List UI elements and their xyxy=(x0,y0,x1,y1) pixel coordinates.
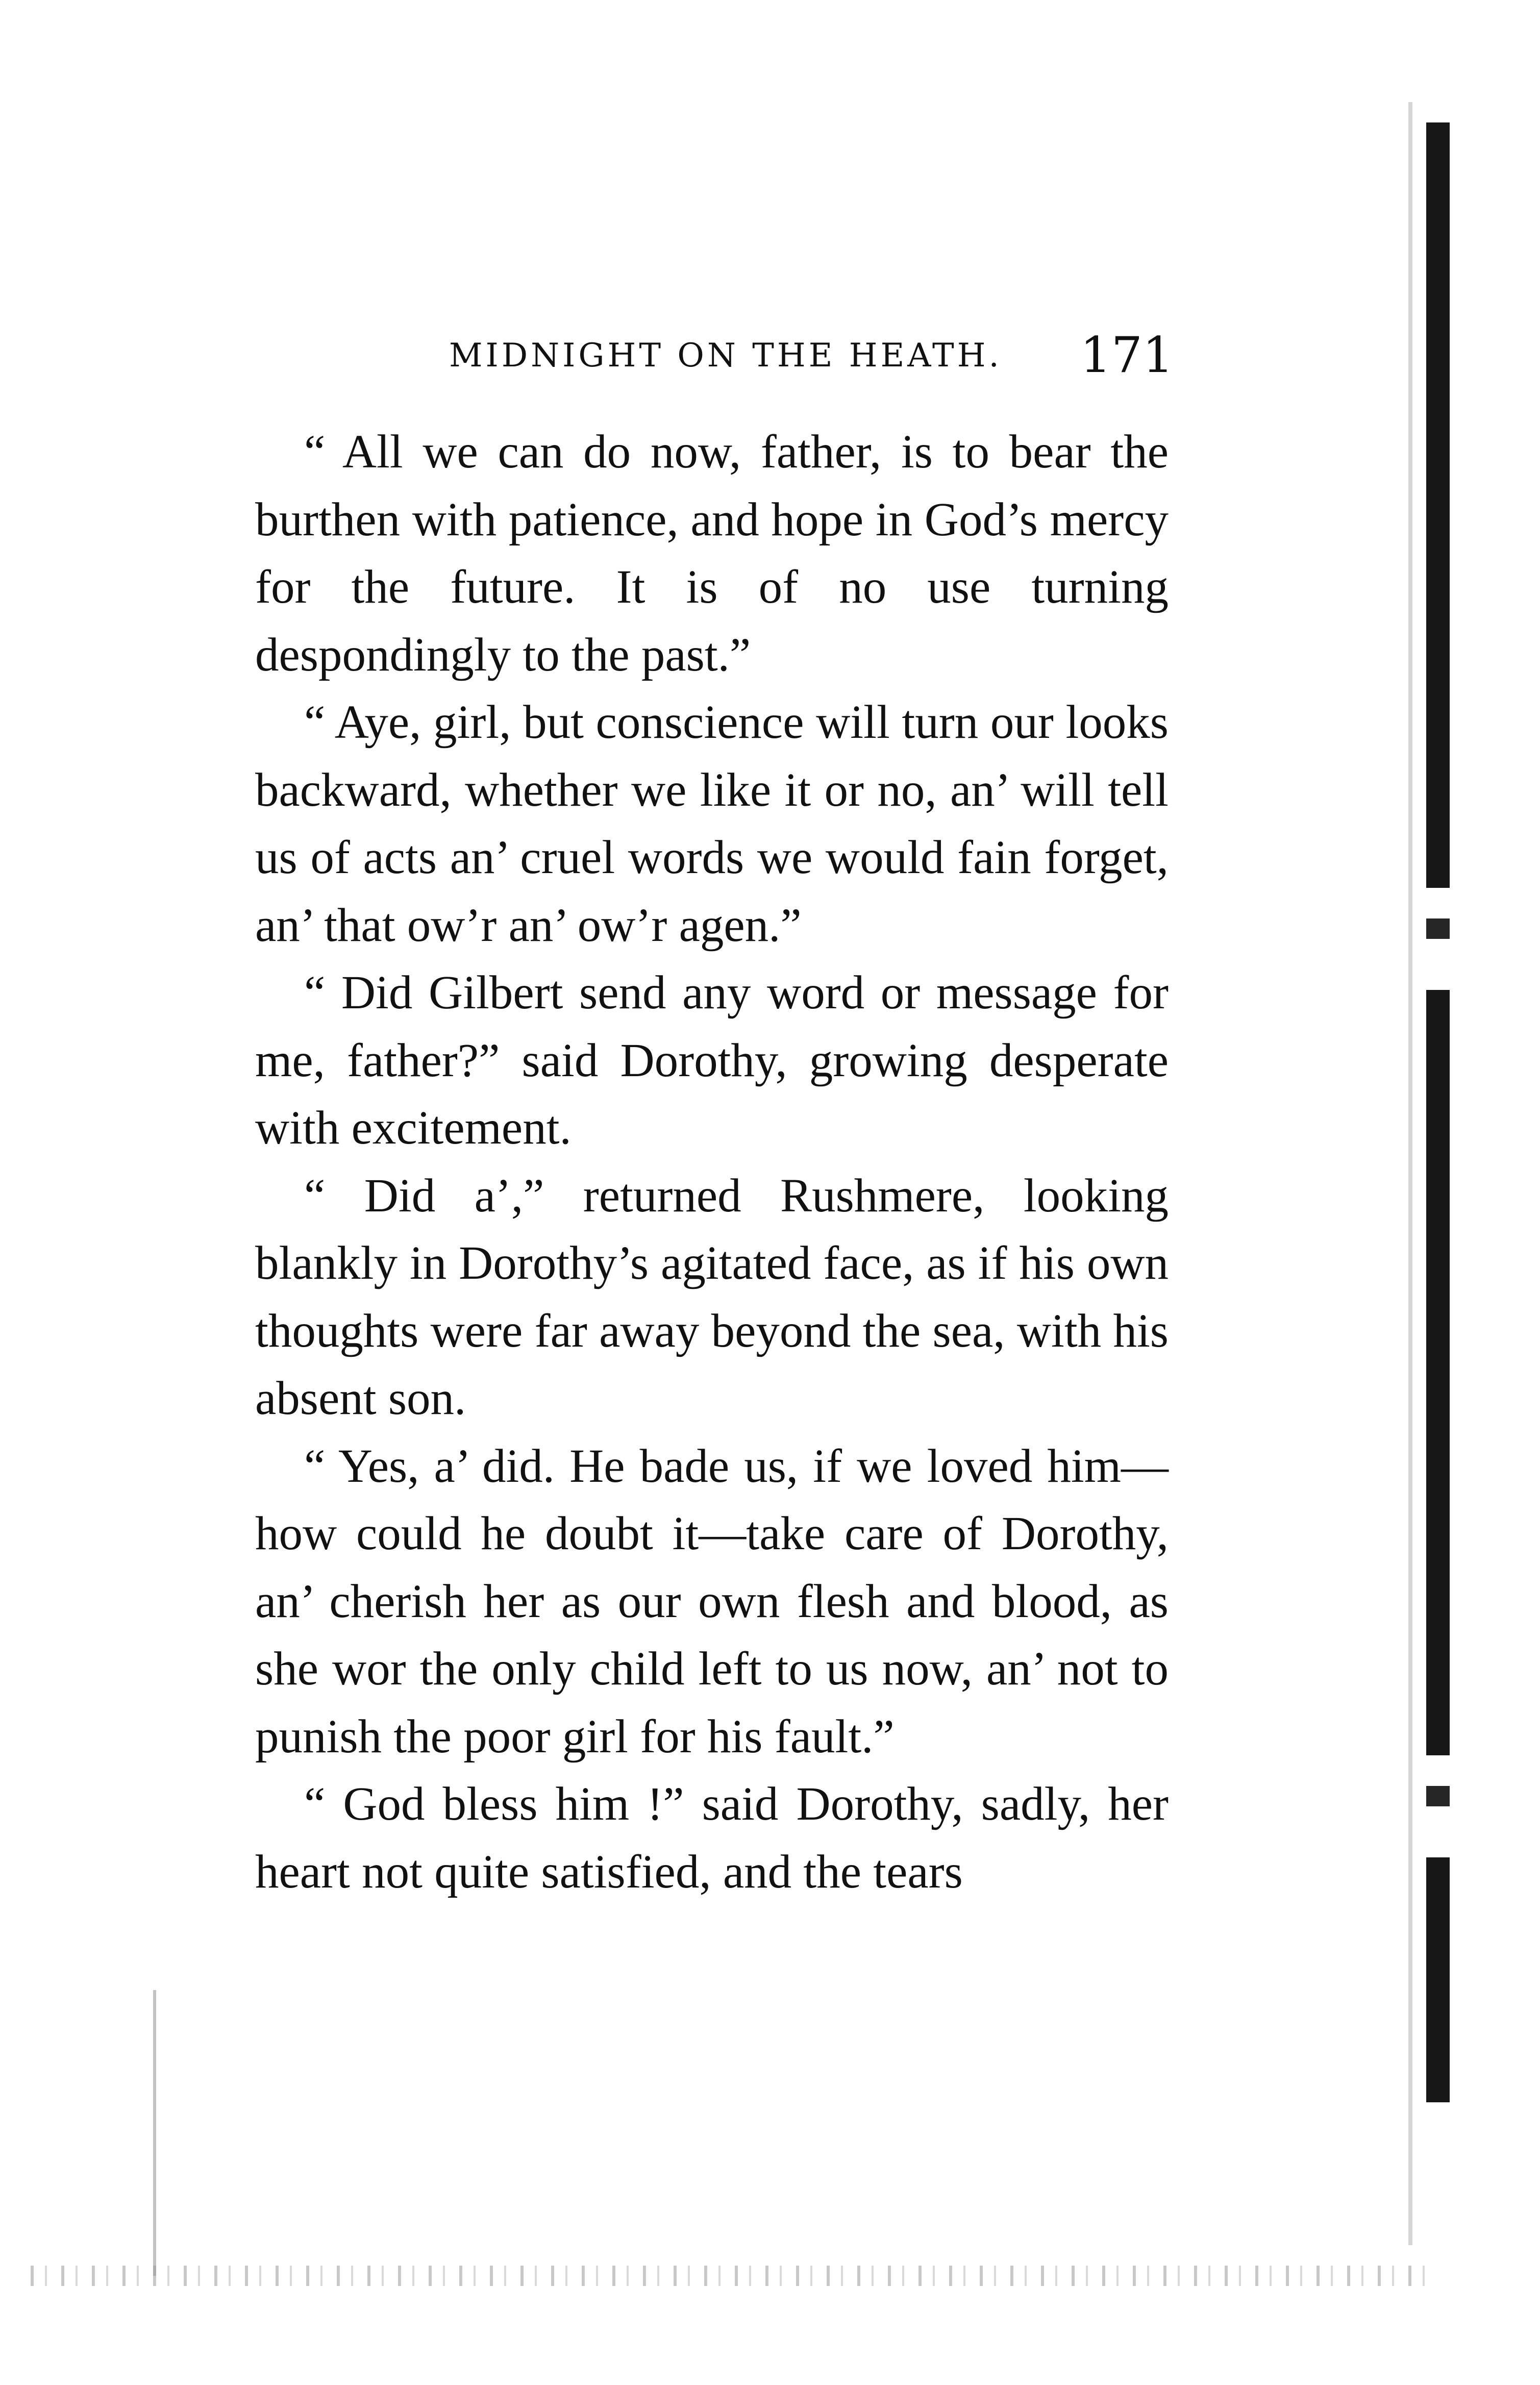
paragraph: “ Aye, girl, but conscience will turn our looks backward, whether we like it or no, an’ will tell us of acts an’ cruel words we would fain forget, an’ that ow’r an’ ow’r agen.” xyxy=(255,696,1169,952)
body-text xyxy=(255,418,1169,1906)
paragraph: “ Did a’,” returned Rushmere, looking blankly in Dorothy’s agitated face, as if his own thoughts were far away beyond the sea, with his absent son. xyxy=(255,1169,1169,1425)
binding-shadow xyxy=(1408,102,1412,2245)
margin-mark xyxy=(153,1990,156,2276)
paragraph: “ Did Gilbert send any word or message for me, father?” said Dorothy, growing desperate with excitement. xyxy=(255,966,1169,1154)
paragraph: “ Yes, a’ did. He bade us, if we loved him—how could he doubt it—take care of Dorothy, an’ cherish her as our own flesh and blood, as she wor the only child left to us now, an’ not to punish the poor girl for his fault.” xyxy=(255,1439,1169,1763)
binding-gutter xyxy=(1426,122,1450,2102)
page-number: 171 xyxy=(1080,327,1174,384)
scan-noise xyxy=(31,2266,1439,2286)
paragraph: “ All we can do now, father, is to bear the burthen with patience, and hope in God’s mercy for the future. It is of no use turning despondingly to the past.” xyxy=(255,426,1169,681)
page-header xyxy=(449,327,1174,388)
paragraph: “ God bless him !” said Dorothy, sadly, her heart not quite satisfied, and the tears xyxy=(255,1778,1169,1898)
running-head: MIDNIGHT ON THE HEATH. xyxy=(449,337,1002,375)
